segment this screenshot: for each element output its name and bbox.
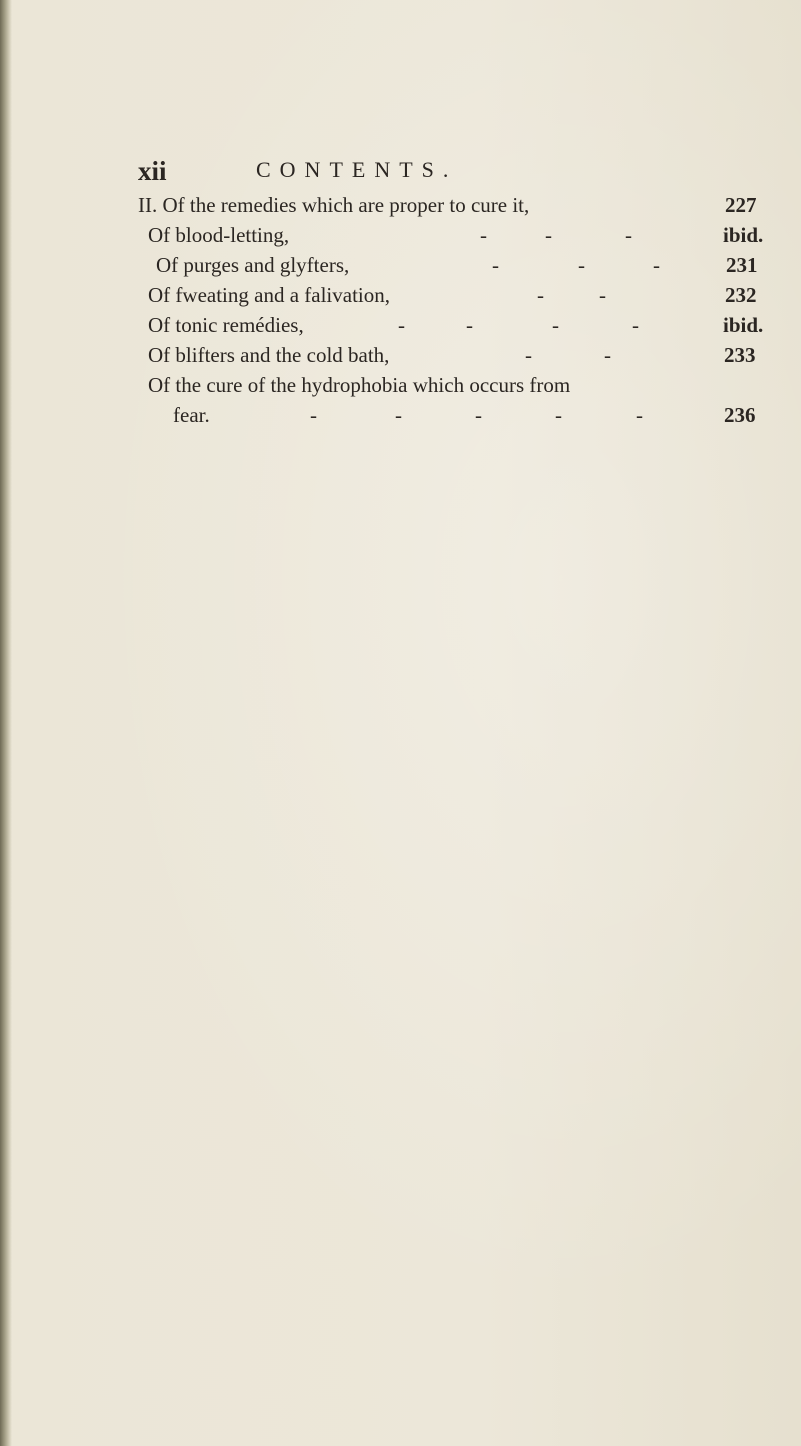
toc-entry-text: Of the cure of the hydrophobia which occurs from — [148, 373, 571, 397]
leader-dash: - — [480, 223, 487, 247]
toc-entry-page: 233 — [724, 343, 756, 367]
leader-dash: - — [537, 283, 544, 307]
leader-dash: - — [604, 343, 611, 367]
leader-dash: - — [625, 223, 632, 247]
toc-entry-text: II. Of the remedies which are proper to cure it, — [138, 193, 530, 217]
toc-entry-text: Of tonic remédies, — [148, 313, 304, 337]
toc-entry-page: ibid. — [723, 313, 764, 337]
toc-entry-page: ibid. — [723, 223, 764, 247]
leader-dash: - — [636, 403, 643, 427]
leader-dash: - — [525, 343, 532, 367]
toc-entry-page: 236 — [724, 403, 756, 427]
toc-entry-page: 232 — [725, 283, 757, 307]
leader-dash: - — [475, 403, 482, 427]
toc-entry-page: 231 — [726, 253, 758, 277]
leader-dash: - — [466, 313, 473, 337]
leader-dash: - — [398, 313, 405, 337]
leader-dash: - — [632, 313, 639, 337]
toc-entry-text: Of blood-letting, — [148, 223, 290, 247]
leader-dash: - — [545, 223, 552, 247]
leader-dash: - — [395, 403, 402, 427]
toc-entry-text: Of blifters and the cold bath, — [148, 343, 390, 367]
leader-dash: - — [653, 253, 660, 277]
leader-dash: - — [599, 283, 606, 307]
toc-entry-text: Of fweating and a falivation, — [148, 283, 390, 307]
toc-entry-continuation: fear. — [173, 403, 210, 427]
page-number: xii — [138, 156, 167, 186]
leader-dash: - — [555, 403, 562, 427]
leader-dash: - — [492, 253, 499, 277]
page-spine-shadow — [0, 0, 12, 1446]
leader-dash: - — [552, 313, 559, 337]
page-title: CONTENTS. — [256, 157, 458, 182]
toc-entry-page: 227 — [725, 193, 757, 217]
toc-entry-text: Of purges and glyfters, — [156, 253, 350, 277]
leader-dash: - — [578, 253, 585, 277]
leader-dash: - — [310, 403, 317, 427]
